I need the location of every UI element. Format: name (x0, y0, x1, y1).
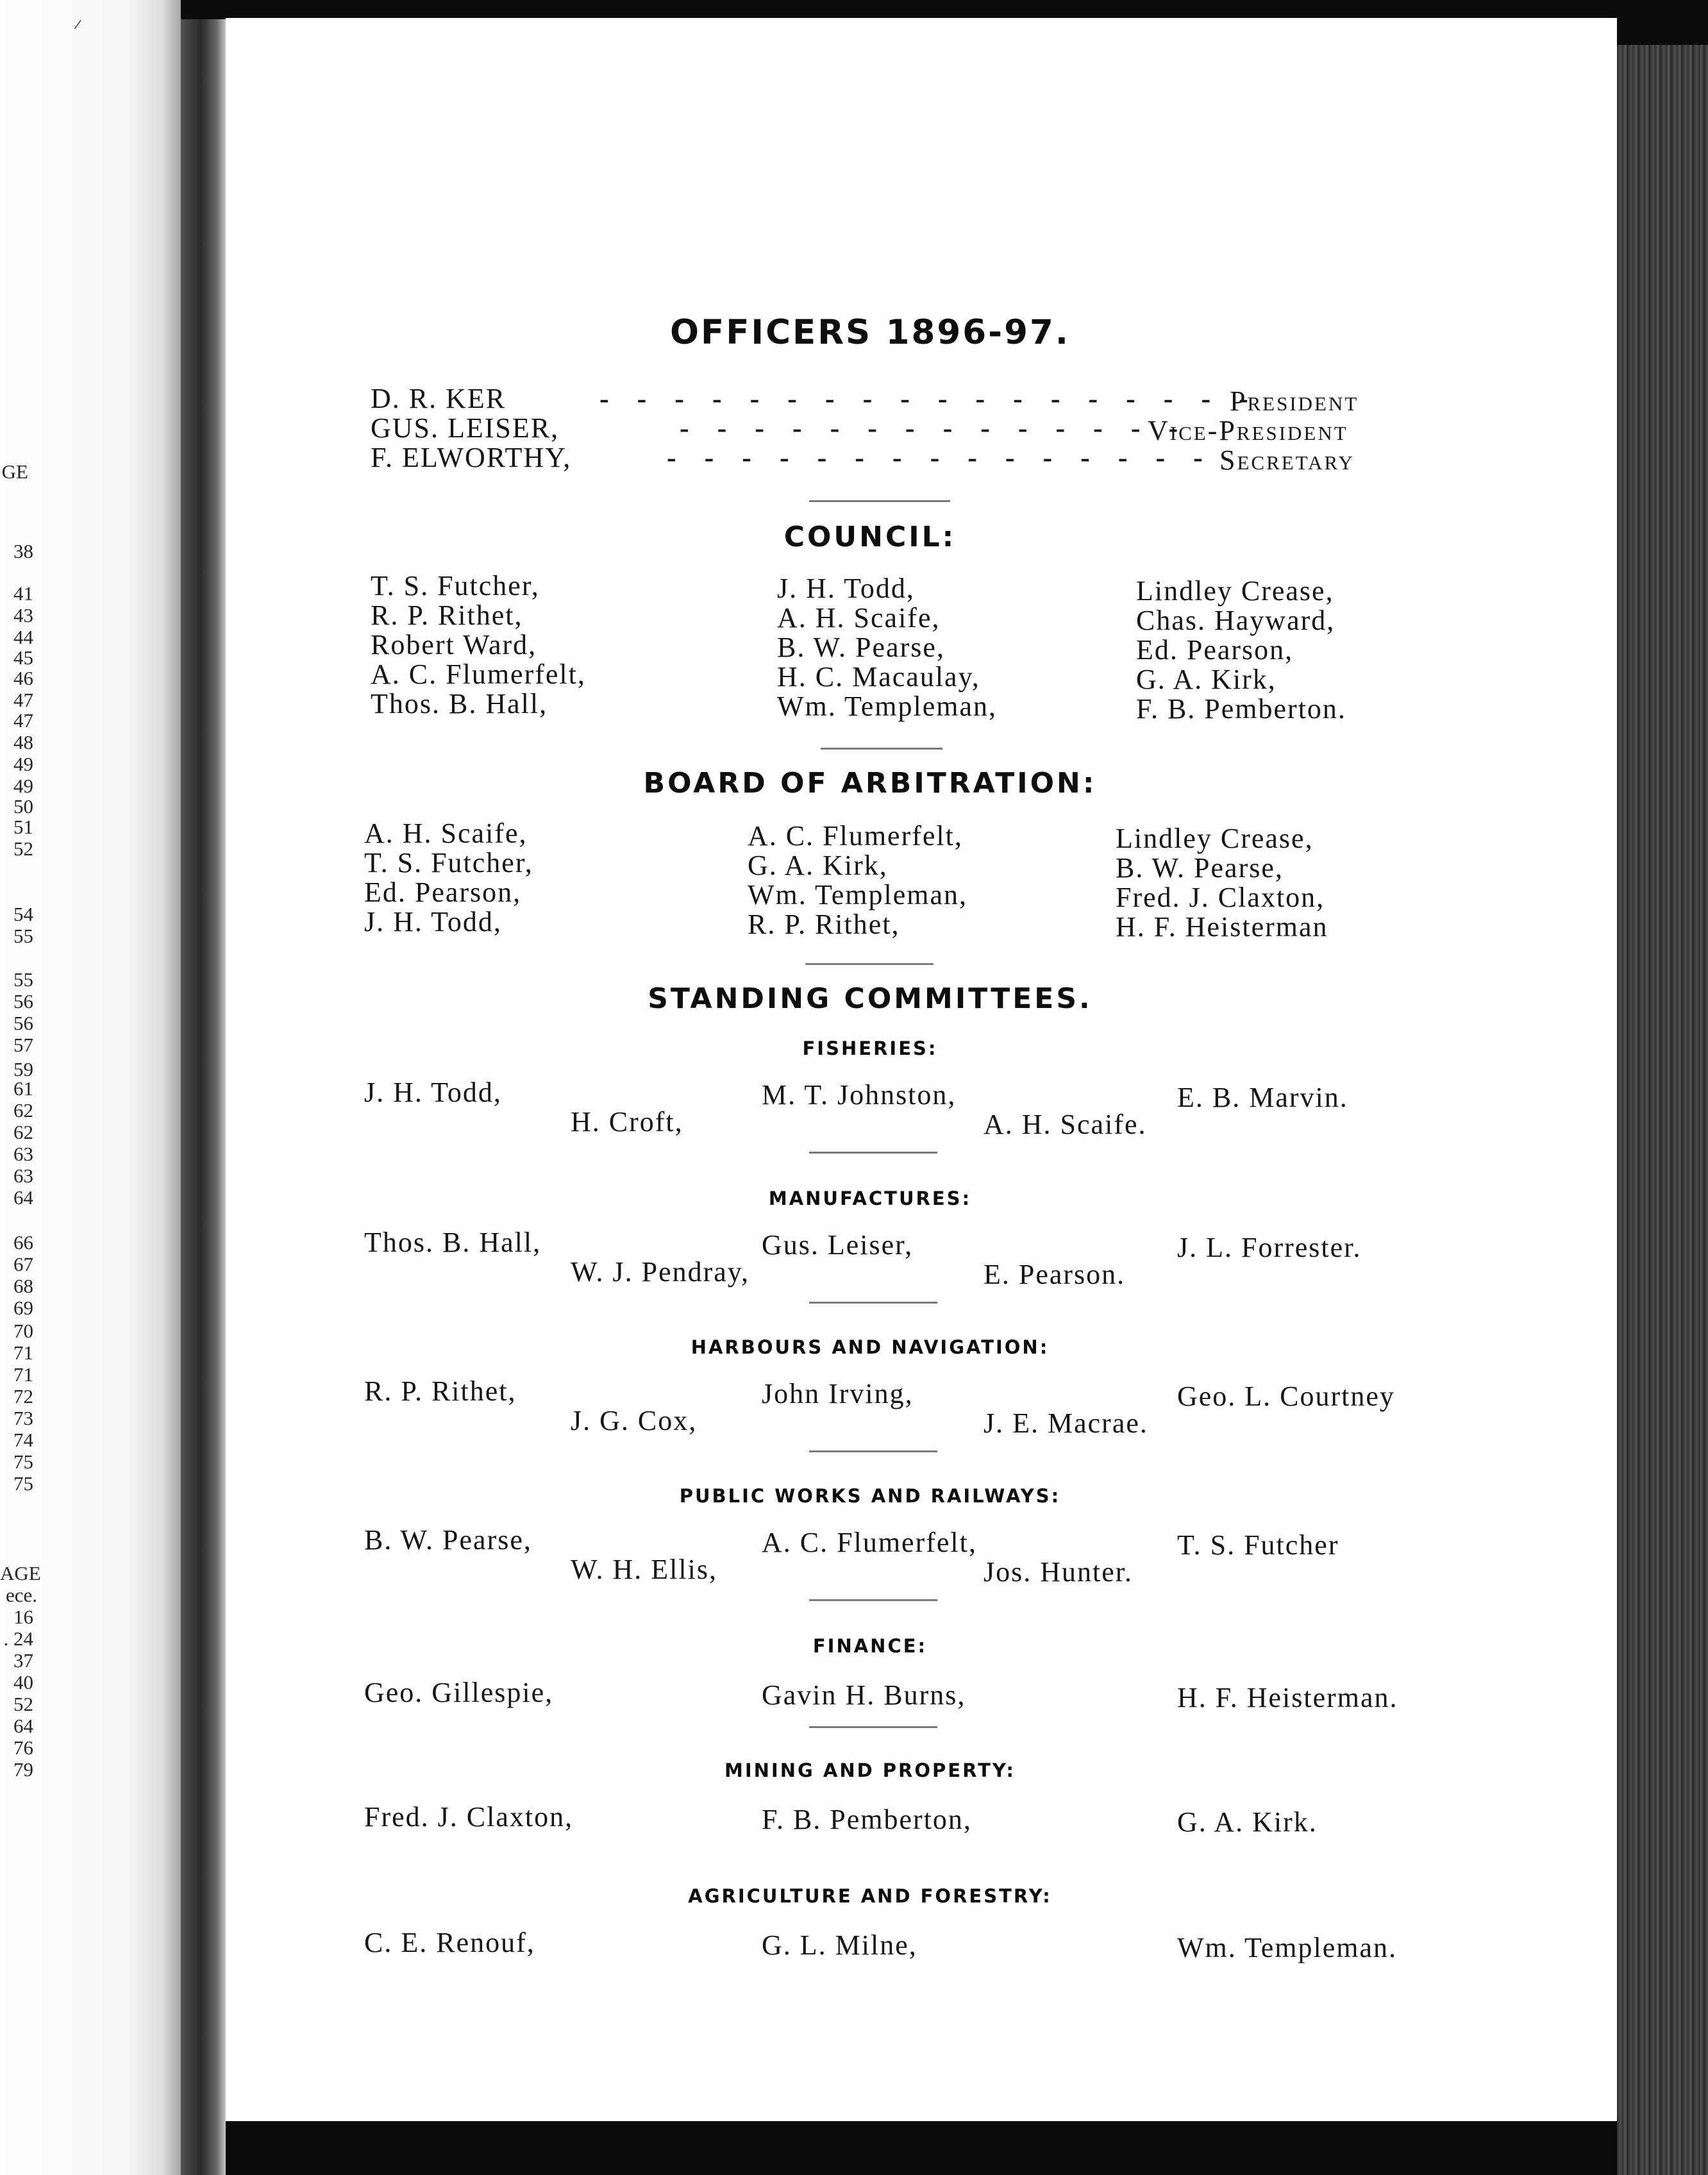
margin-page-number: 79 (13, 1758, 33, 1781)
divider (809, 1450, 937, 1452)
member-name: T. S. Futcher (1177, 1529, 1339, 1561)
member-name: W. H. Ellis, (571, 1554, 717, 1585)
margin-page-number: 71 (13, 1363, 33, 1386)
margin-page-number: 49 (13, 753, 33, 775)
margin-page-number: 47 (13, 709, 33, 732)
member-name: Gus. Leiser, (762, 1229, 914, 1261)
margin-page-number: 68 (13, 1275, 33, 1297)
member-name: B. W. Pearse, (1116, 852, 1284, 884)
standing-committees-heading: STANDING COMMITTEES. (648, 982, 1093, 1015)
margin-page-number: 66 (13, 1231, 33, 1254)
margin-page-number: 49 (13, 775, 33, 797)
member-name: H. F. Heisterman. (1177, 1682, 1398, 1713)
margin-page-number: 46 (13, 667, 33, 689)
leader-dashes: - - - - - - - - - - - - - - (680, 412, 1178, 444)
member-name: R. P. Rithet, (364, 1375, 517, 1407)
margin-page-number: 67 (13, 1253, 33, 1275)
margin-page-number: 76 (13, 1736, 33, 1759)
member-name: J. H. Todd, (364, 906, 502, 937)
committee-title: PUBLIC WORKS AND RAILWAYS: (679, 1485, 1061, 1507)
member-name: J. G. Cox, (571, 1405, 698, 1436)
divider (805, 963, 934, 965)
margin-page-number: 57 (13, 1034, 33, 1056)
member-name: F. B. Pemberton, (762, 1804, 972, 1835)
member-name: Geo. L. Courtney (1177, 1381, 1395, 1412)
member-name: B. W. Pearse, (777, 632, 945, 663)
margin-page-number: 64 (13, 1715, 33, 1737)
margin-page-number: 40 (13, 1671, 33, 1693)
margin-page-number: 61 (13, 1077, 33, 1100)
member-name: A. H. Scaife, (364, 818, 528, 849)
member-name: H. Croft, (571, 1106, 683, 1138)
margin-label: ece. (5, 1584, 37, 1606)
member-name: Geo. Gillespie, (364, 1677, 554, 1708)
margin-page-number: 47 (13, 689, 33, 711)
member-name: Jos. Hunter. (984, 1556, 1133, 1588)
member-name: G. A. Kirk, (1136, 664, 1277, 695)
margin-page-number: 70 (13, 1320, 33, 1342)
member-name: A. C. Flumerfelt, (371, 659, 586, 690)
member-name: Lindley Crease, (1136, 575, 1334, 607)
margin-page-number: 71 (13, 1341, 33, 1364)
member-name: Ed. Pearson, (364, 877, 522, 908)
divider (809, 1152, 937, 1154)
member-name: G. A. Kirk, (748, 850, 888, 881)
arbitration-heading: BOARD OF ARBITRATION: (643, 767, 1097, 800)
member-name: Fred. J. Claxton, (364, 1801, 574, 1833)
margin-page-number: 55 (13, 925, 33, 947)
margin-page-number: 16 (13, 1606, 33, 1628)
officer-role: President (1230, 385, 1359, 417)
member-name: A. C. Flumerfelt, (762, 1527, 977, 1558)
scan-mark: / (73, 16, 83, 33)
member-name: Robert Ward, (371, 629, 537, 660)
member-name: B. W. Pearse, (364, 1524, 532, 1556)
margin-label: GE (1, 460, 28, 483)
margin-page-number: 43 (13, 604, 33, 626)
member-name: Wm. Templeman, (777, 691, 998, 722)
margin-label: AGE (0, 1562, 41, 1584)
margin-page-number: 50 (13, 795, 33, 818)
margin-page-number: 74 (13, 1429, 33, 1451)
committee-title: AGRICULTURE AND FORESTRY: (688, 1885, 1052, 1907)
officer-name: D. R. KER (371, 383, 507, 414)
member-name: M. T. Johnston, (762, 1079, 957, 1111)
member-name: Gavin H. Burns, (762, 1679, 966, 1711)
member-name: T. S. Futcher, (371, 570, 540, 601)
margin-page-number: 59 (13, 1058, 33, 1080)
committee-title: MINING AND PROPERTY: (724, 1759, 1016, 1781)
member-name: Thos. B. Hall, (371, 688, 548, 719)
divider (809, 1599, 937, 1601)
member-name: J. E. Macrae. (984, 1407, 1148, 1439)
member-name: John Irving, (762, 1378, 914, 1409)
member-name: J. L. Forrester. (1177, 1232, 1362, 1263)
margin-page-number: 55 (13, 968, 33, 991)
divider (809, 1302, 937, 1304)
officer-name: GUS. LEISER, (371, 412, 560, 444)
member-name: A. H. Scaife. (984, 1109, 1147, 1140)
divider (821, 748, 942, 750)
member-name: H. C. Macaulay, (777, 661, 980, 693)
margin-page-number: 45 (13, 646, 33, 669)
member-name: Ed. Pearson, (1136, 634, 1294, 666)
margin-page-number: 37 (13, 1649, 33, 1672)
member-name: Wm. Templeman, (748, 879, 968, 911)
margin-page-number: 75 (13, 1472, 33, 1495)
margin-page-number: 62 (13, 1121, 33, 1143)
committee-title: MANUFACTURES: (768, 1188, 972, 1209)
margin-page-number: 62 (13, 1099, 33, 1121)
member-name: Wm. Templeman. (1177, 1932, 1398, 1963)
member-name: C. E. Renouf, (364, 1927, 535, 1958)
member-name: E. Pearson. (984, 1259, 1126, 1290)
margin-page-number: 52 (13, 837, 33, 860)
member-name: G. A. Kirk. (1177, 1806, 1318, 1838)
margin-page-number: 73 (13, 1407, 33, 1429)
member-name: Chas. Hayward, (1136, 605, 1335, 636)
divider (809, 1726, 937, 1728)
margin-page-number: 54 (13, 903, 33, 925)
divider (809, 500, 950, 502)
margin-page-number: 69 (13, 1297, 33, 1319)
margin-page-number: 51 (13, 816, 33, 838)
book-gutter (181, 19, 226, 2175)
member-name: W. J. Pendray, (571, 1256, 749, 1288)
officer-name: F. ELWORTHY, (371, 442, 572, 473)
committee-title: FINANCE: (812, 1635, 928, 1657)
member-name: Fred. J. Claxton, (1116, 882, 1325, 913)
member-name: T. S. Futcher, (364, 847, 533, 878)
margin-page-number: 56 (13, 1012, 33, 1034)
margin-page-number: 63 (13, 1143, 33, 1165)
member-name: J. H. Todd, (777, 573, 915, 604)
margin-page-number: 38 (13, 540, 33, 562)
page-title: OFFICERS 1896-97. (669, 313, 1071, 352)
margin-page-number: 75 (13, 1450, 33, 1473)
margin-page-number: 41 (13, 582, 33, 605)
leader-dashes: - - - - - - - - - - - - - - - (667, 442, 1203, 473)
member-name: R. P. Rithet, (748, 909, 900, 940)
margin-page-number: 64 (13, 1186, 33, 1209)
member-name: J. H. Todd, (364, 1077, 502, 1108)
margin-page-number: 52 (13, 1693, 33, 1715)
member-name: H. F. Heisterman (1116, 911, 1328, 943)
officer-role: Secretary (1219, 444, 1355, 476)
margin-page-number: 56 (13, 990, 33, 1012)
member-name: E. B. Marvin. (1177, 1082, 1348, 1113)
margin-page-number: 44 (13, 626, 33, 648)
member-name: Thos. B. Hall, (364, 1227, 542, 1258)
member-name: A. H. Scaife, (777, 602, 941, 634)
margin-page-number: 63 (13, 1164, 33, 1187)
margin-page-number: . 24 (3, 1627, 33, 1650)
margin-page-number: 72 (13, 1385, 33, 1407)
member-name: G. L. Milne, (762, 1929, 917, 1961)
member-name: Lindley Crease, (1116, 823, 1314, 854)
member-name: R. P. Rithet, (371, 600, 523, 631)
member-name: A. C. Flumerfelt, (748, 820, 963, 852)
member-name: F. B. Pemberton. (1136, 693, 1346, 725)
committee-title: HARBOURS AND NAVIGATION: (691, 1336, 1050, 1358)
committee-title: FISHERIES: (802, 1037, 938, 1059)
margin-page-number: 48 (13, 731, 33, 753)
officer-role: Vice-President (1148, 415, 1348, 446)
page-fore-edge (1617, 45, 1708, 2175)
leader-dashes: - - - - - - - - - - - - - - - - - - (599, 383, 1248, 414)
council-heading: COUNCIL: (783, 521, 957, 553)
